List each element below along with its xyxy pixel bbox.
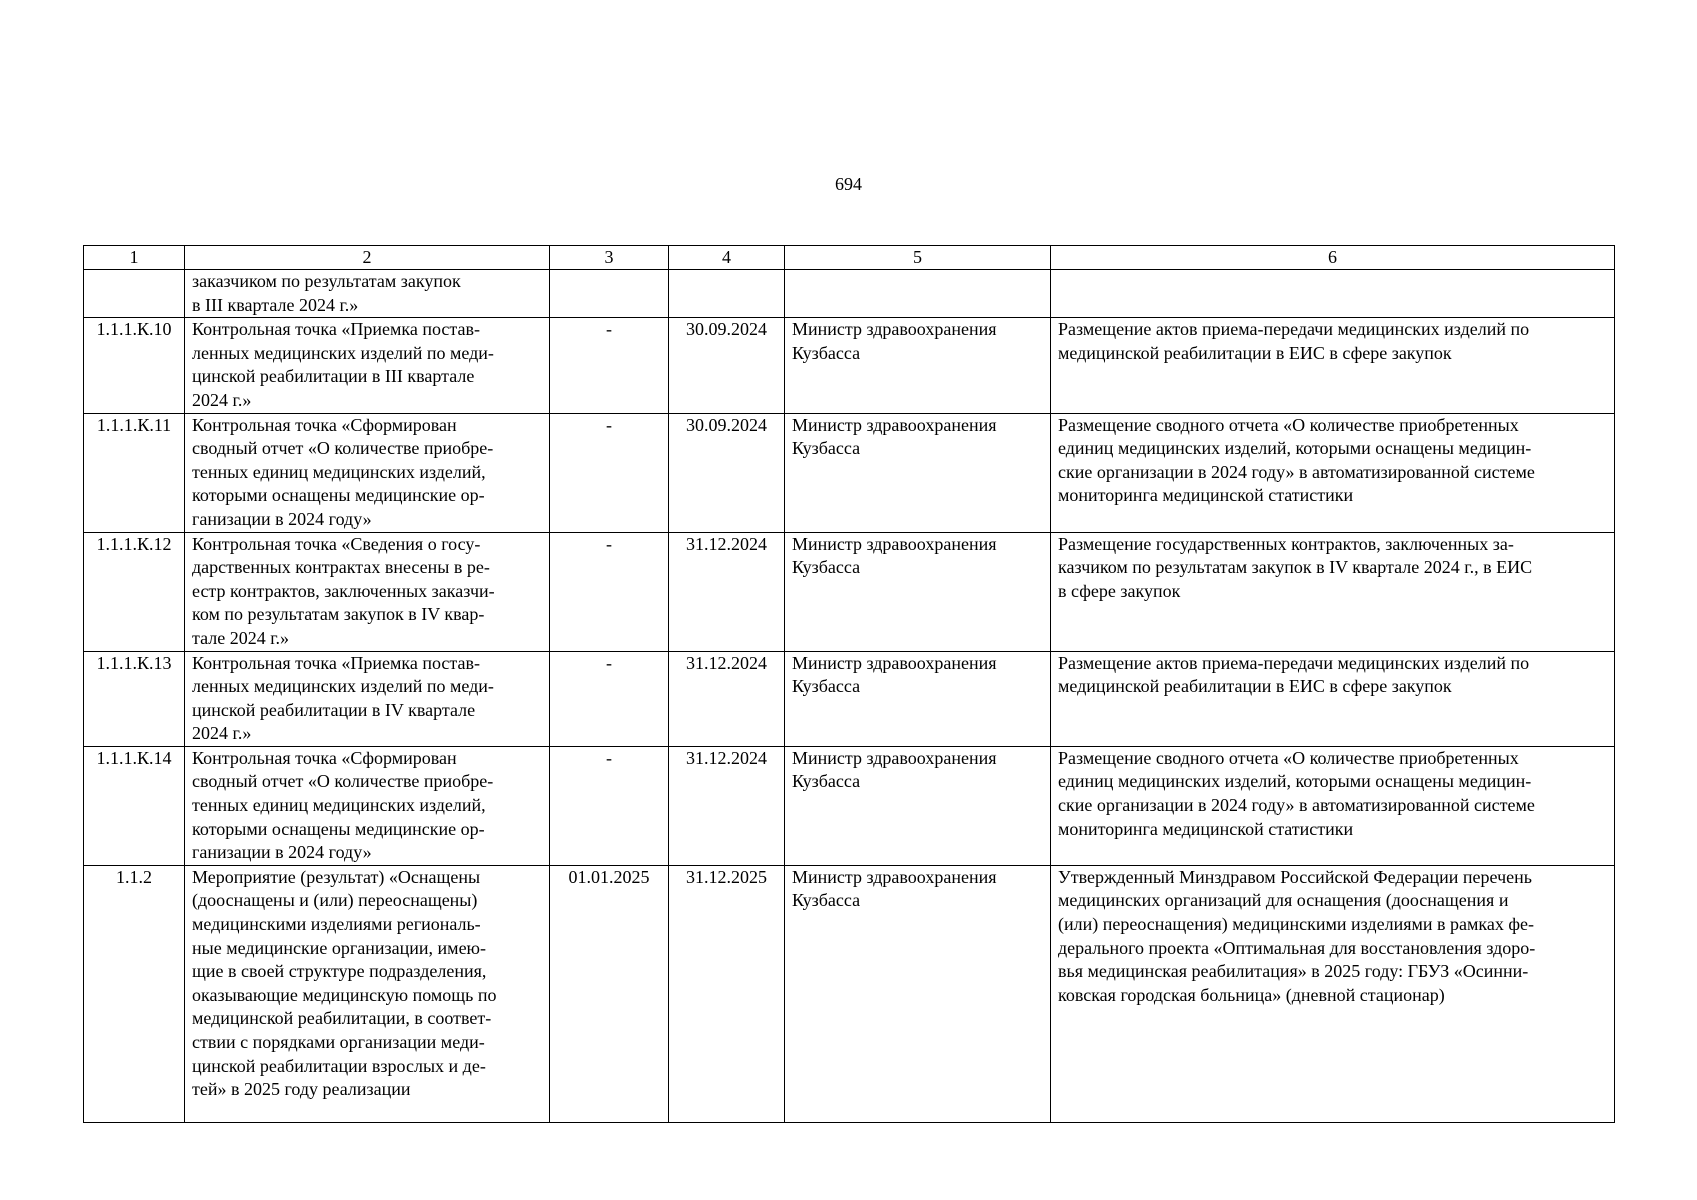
item-name-line: Контрольная точка «Сформирован [192, 747, 457, 768]
item-name-line: тале 2024 г.» [192, 627, 290, 648]
responsible-cell [785, 651, 1051, 746]
start-date-cell: - [550, 318, 669, 413]
item-name-cell [185, 865, 550, 1122]
item-name-line: естр контрактов, заключенных заказчи- [192, 580, 495, 601]
description-cell [1051, 746, 1615, 865]
item-name-line: тей» в 2025 году реализации [192, 1079, 411, 1100]
item-name-line: Мероприятие (результат) «Оснащены [192, 866, 481, 887]
item-name-line: цинской реабилитации взрослых и де- [192, 1055, 486, 1076]
item-name-line: ствии с порядками организации меди- [192, 1032, 485, 1052]
description-line: Размещение актов приема-передачи медицинских изделий по [1058, 652, 1530, 673]
item-name-line: (дооснащены и (или) переоснащены) [192, 890, 478, 911]
item-name-cell [185, 746, 550, 865]
item-name-line: Контрольная точка «Сведения о госу- [192, 533, 481, 554]
item-number-cell [84, 270, 185, 318]
table-row [84, 651, 1615, 746]
responsible-line: Кузбасса [792, 342, 861, 363]
column-header: 5 [785, 246, 1051, 270]
description-cell [1051, 532, 1615, 651]
responsible-line: Кузбасса [792, 557, 861, 578]
item-name-line: цинской реабилитации в III квартале [192, 366, 475, 387]
end-date-cell: 30.09.2024 [669, 413, 785, 532]
item-name-cell [185, 270, 550, 318]
column-header: 6 [1051, 246, 1615, 270]
table-row [84, 270, 1615, 318]
item-name-line: в III квартале 2024 г.» [192, 294, 359, 315]
responsible-cell [785, 532, 1051, 651]
description-line: медицинской реабилитации в ЕИС в сфере закупок [1058, 342, 1452, 363]
item-name-line: ные медицинские организации, имею- [192, 937, 486, 958]
responsible-line: Кузбасса [792, 771, 861, 792]
description-cell [1051, 318, 1615, 413]
description-line: казчиком по результатам закупок в IV квартале 2024 г., в ЕИС [1058, 557, 1533, 578]
table-row [84, 746, 1615, 865]
description-line: ские организации в 2024 году» в автоматизированной системе [1058, 795, 1535, 816]
item-name-line: ганизации в 2024 году» [192, 842, 372, 863]
description-line: единиц медицинских изделий, которыми оснащены медицин- [1058, 438, 1532, 459]
item-name-line: тенных единиц медицинских изделий, [192, 795, 486, 816]
responsible-line: Министр здравоохранения [792, 533, 997, 554]
description-line: медицинских организаций для оснащения (дооснащения и [1058, 890, 1509, 911]
description-cell [1051, 413, 1615, 532]
responsible-line: Министр здравоохранения [792, 747, 997, 768]
description-line: дерального проекта «Оптимальная для восстановления здоро- [1058, 937, 1536, 958]
start-date-cell: - [550, 746, 669, 865]
end-date-cell: 31.12.2024 [669, 746, 785, 865]
item-name-line: которыми оснащены медицинские ор- [192, 818, 485, 839]
description-line: Размещение актов приема-передачи медицинских изделий по [1058, 319, 1530, 340]
responsible-line: Кузбасса [792, 438, 861, 459]
table-body [84, 270, 1615, 1123]
item-name-cell [185, 651, 550, 746]
responsible-cell [785, 865, 1051, 1122]
item-name-line: ком по результатам закупок в IV квар- [192, 604, 485, 625]
responsible-line: Министр здравоохранения [792, 414, 997, 435]
end-date-cell: 31.12.2024 [669, 651, 785, 746]
item-number-cell: 1.1.1.К.14 [84, 746, 185, 865]
item-name-line: Контрольная точка «Сформирован [192, 414, 457, 435]
item-name-line: которыми оснащены медицинские ор- [192, 485, 485, 506]
description-line: Размещение сводного отчета «О количестве приобретенных [1058, 414, 1519, 435]
column-header: 3 [550, 246, 669, 270]
start-date-cell: - [550, 532, 669, 651]
description-line: единиц медицинских изделий, которыми оснащены медицин- [1058, 771, 1532, 792]
item-name-line: заказчиком по результатам закупок [192, 271, 461, 291]
start-date-cell: - [550, 651, 669, 746]
table-row [84, 865, 1615, 1122]
description-line: ковская городская больница» (дневной стационар) [1058, 984, 1445, 1005]
item-name-line: сводный отчет «О количестве приобре- [192, 771, 494, 792]
responsible-cell [785, 270, 1051, 318]
column-header: 1 [84, 246, 185, 270]
item-number-cell: 1.1.1.К.13 [84, 651, 185, 746]
page-number: 694 [835, 174, 862, 194]
item-name-line: дарственных контрактах внесены в ре- [192, 557, 490, 578]
end-date-cell: 30.09.2024 [669, 318, 785, 413]
item-name-line: цинской реабилитации в IV квартале [192, 699, 476, 720]
column-number-row [84, 246, 1615, 270]
table-row [84, 413, 1615, 532]
end-date-cell [669, 270, 785, 318]
item-number-cell: 1.1.1.К.12 [84, 532, 185, 651]
description-line: Утвержденный Минздравом Российской Федерации перечень [1058, 866, 1532, 887]
description-line: вья медицинская реабилитация» в 2025 году: ГБУЗ «Осинни- [1058, 961, 1529, 982]
item-number-cell: 1.1.1.К.11 [84, 413, 185, 532]
description-line: ские организации в 2024 году» в автоматизированной системе [1058, 461, 1535, 482]
item-number-cell: 1.1.1.К.10 [84, 318, 185, 413]
responsible-line: Министр здравоохранения [792, 319, 997, 340]
item-name-line: 2024 г.» [192, 723, 252, 744]
description-cell [1051, 865, 1615, 1122]
description-line: медицинской реабилитации в ЕИС в сфере закупок [1058, 676, 1452, 697]
item-name-line: оказывающие медицинскую помощь по [192, 984, 497, 1005]
item-name-cell [185, 413, 550, 532]
responsible-cell [785, 746, 1051, 865]
responsible-line: Министр здравоохранения [792, 866, 997, 887]
column-header: 4 [669, 246, 785, 270]
start-date-cell: 01.01.2025 [550, 865, 669, 1122]
item-name-line: ленных медицинских изделий по меди- [192, 342, 494, 363]
item-name-line: ганизации в 2024 году» [192, 508, 372, 529]
item-name-line: 2024 г.» [192, 389, 252, 410]
item-name-cell [185, 318, 550, 413]
start-date-cell: - [550, 413, 669, 532]
description-line: мониторинга медицинской статистики [1058, 485, 1354, 506]
responsible-line: Министр здравоохранения [792, 652, 997, 673]
description-line: Размещение государственных контрактов, заключенных за- [1058, 533, 1514, 554]
start-date-cell [550, 270, 669, 318]
end-date-cell: 31.12.2025 [669, 865, 785, 1122]
table-row [84, 532, 1615, 651]
item-name-cell [185, 532, 550, 651]
responsible-line: Кузбасса [792, 890, 861, 911]
description-line: Размещение сводного отчета «О количестве приобретенных [1058, 747, 1519, 768]
item-name-line: Контрольная точка «Приемка постав- [192, 319, 480, 340]
description-line: мониторинга медицинской статистики [1058, 818, 1354, 839]
description-cell [1051, 270, 1615, 318]
description-line: (или) переоснащения) медицинскими изделиями в рамках фе- [1058, 914, 1534, 935]
plan-table [83, 245, 1615, 1123]
description-cell [1051, 651, 1615, 746]
item-name-line: сводный отчет «О количестве приобре- [192, 438, 494, 459]
responsible-cell [785, 318, 1051, 413]
description-line: в сфере закупок [1058, 580, 1181, 601]
item-name-line: тенных единиц медицинских изделий, [192, 461, 486, 482]
end-date-cell: 31.12.2024 [669, 532, 785, 651]
item-name-line: медицинской реабилитации, в соответ- [192, 1008, 492, 1029]
item-number-cell: 1.1.2 [84, 865, 185, 1122]
item-name-line: ленных медицинских изделий по меди- [192, 676, 494, 697]
column-header: 2 [185, 246, 550, 270]
responsible-cell [785, 413, 1051, 532]
item-name-line: медицинскими изделиями региональ- [192, 914, 481, 935]
item-name-line: щие в своей структуре подразделения, [192, 961, 487, 982]
item-name-line: Контрольная точка «Приемка постав- [192, 652, 480, 673]
table-row [84, 318, 1615, 413]
responsible-line: Кузбасса [792, 676, 861, 697]
